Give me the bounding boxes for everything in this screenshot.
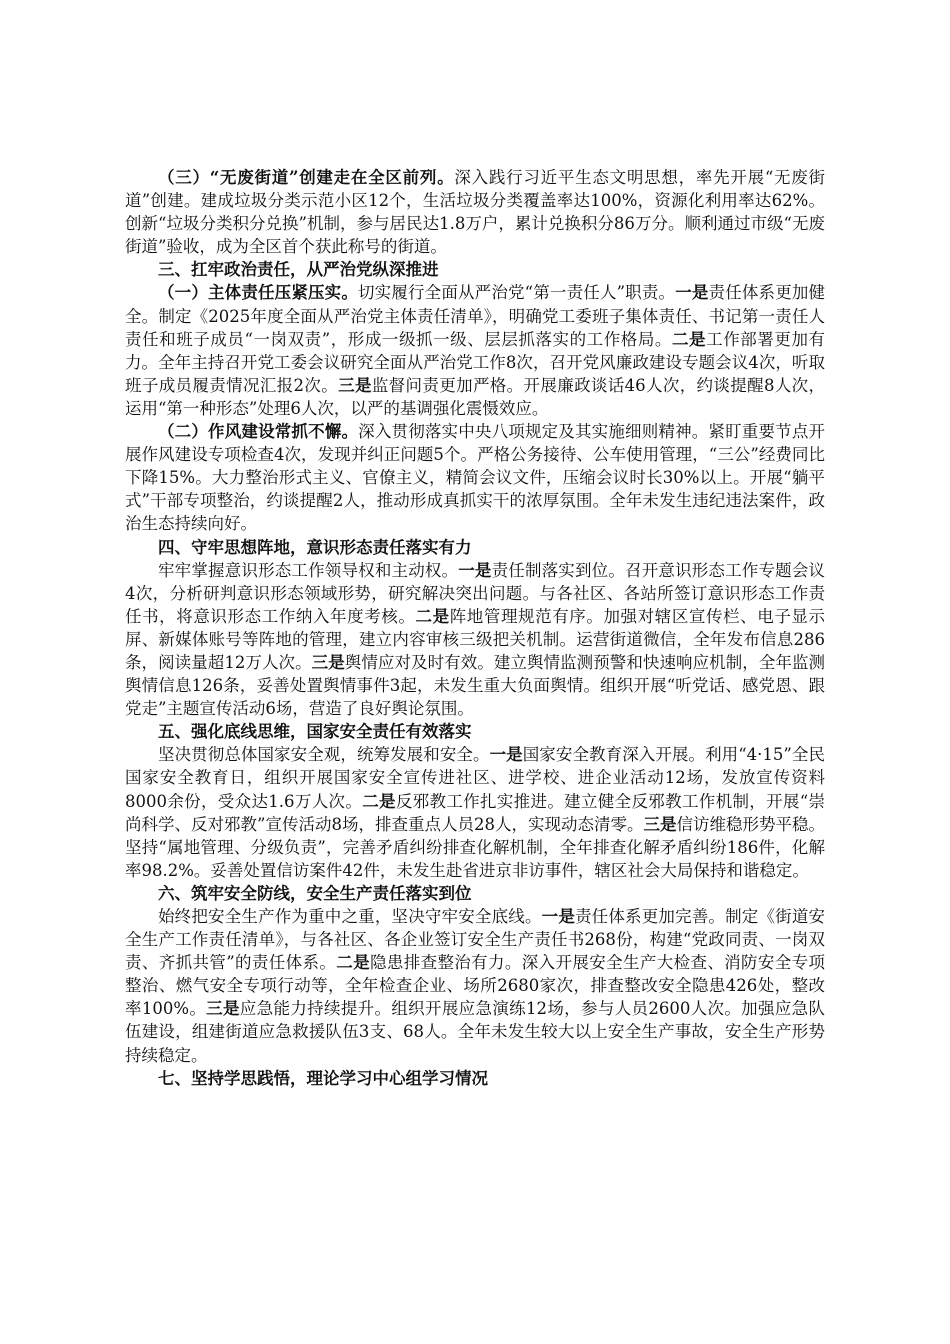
point-two-marker: 二是 (415, 606, 450, 626)
paragraph-text: 隐患排查整治有力。深入开展安全生产大检查、消防安全专项整治、燃气安全专项行动等，全年检查企业、场所2680家次，排查整改安全隐患426处，整改率100%。 (125, 953, 826, 1019)
paragraph-bold-lead: （一）主体责任压紧压实。 (158, 283, 358, 303)
point-two-marker: 二是 (671, 329, 707, 349)
paragraph-text: 始终把安全生产作为重中之重，坚决守牢安全底线。 (158, 907, 542, 926)
paragraph-text: 反邪教工作扎实推进。建立健全反邪教工作机制，开展“崇尚科学、反对邪教”宣传活动8场，排查重点人员28人，实现动态清零。 (125, 791, 826, 834)
section-heading-3: 三、扛牢政治责任，从严治党纵深推进 (158, 260, 439, 280)
paragraph-text: 牢牢掌握意识形态工作领导权和主动权。 (158, 560, 459, 580)
paragraph-text: 责任制落实到位。召开意识形态工作专题会议4次，分析研判意识形态领域形势，研究解决突出问题。与各社区、各站所签订意识形态工作责任书，将意识形态工作纳入年度考核。 (125, 560, 826, 626)
paragraph-guojia-anquan (125, 743, 825, 882)
paragraph-bold-lead: （三）“无废街道”创建走在全区前列。 (158, 168, 455, 187)
paragraph-text: 应急能力持续提升。组织开展应急演练12场，参与人员2600人次。加强应急队伍建设，组建街道应急救援队伍3支、68人。全年未发生较大以上安全生产事故，安全生产形势持续稳定。 (125, 999, 825, 1065)
paragraph-wufei-jiedao (125, 166, 825, 258)
point-three-marker: 三是 (206, 999, 240, 1019)
section-heading-7: 七、坚持学思践悟，理论学习中心组学习情况 (158, 1068, 488, 1088)
paragraph-zuofeng-jianshe (125, 420, 825, 535)
paragraph-text: 舆情应对及时有效。建立舆情监测预警和快速响应机制，全年监测舆情信息126条，妥善处置舆情事件3起，未发生重大负面舆情。组织开展“听党话、感党恩、跟党走”主题宣传活动6场，营造了良好舆论氛围。 (125, 652, 826, 719)
paragraph-anquan-shengchan (125, 905, 825, 1067)
paragraph-yishi-xingtai (125, 559, 825, 721)
paragraph-text: 深入践行习近平生态文明思想，率先开展“无废街道”创建。建成垃圾分类示范小区12个，生活垃圾分类覆盖率达100%，资源化利用率达62%。创新“垃圾分类积分兑换”机制，参与居民达1.8万户，累计兑换积分86万分。顺利通过市级“无废街道”验收，成为全区首个获此称号的街道。 (125, 168, 825, 257)
paragraph-zhuti-zeren (125, 281, 825, 420)
section-heading-5: 五、强化底线思维，国家安全责任有效落实 (158, 722, 472, 742)
paragraph-text: 信访维稳形势平稳。坚持“属地管理、分级负责”，完善矛盾纠纷排查化解机制，全年排查化解矛盾纠纷186件，化解率98.2%。妥善处置信访案件42件，未发生赴省进京非访事件，辖区社会大局保持和谐稳定。 (125, 814, 826, 880)
point-three-marker: 三是 (643, 814, 677, 834)
point-one-marker: 一是 (489, 745, 523, 765)
paragraph-text: 阵地管理规范有序。加强对辖区宣传栏、电子显示屏、新媒体账号等阵地的管理，建立内容审核三级把关机制。运营街道微信，全年发布信息286条，阅读量超12万人次。 (125, 606, 826, 672)
point-one-marker: 一是 (458, 560, 492, 580)
paragraph-bold-lead: （二）作风建设常抓不懈。 (158, 422, 359, 442)
document-body (125, 166, 825, 1090)
point-one-marker: 一是 (541, 907, 575, 926)
point-one-marker: 一是 (675, 283, 709, 303)
paragraph-text: 监督问责更加严格。开展廉政谈话46人次，约谈提醒8人次，运用“第一种形态”处理6人次，以严的基调强化震慑效应。 (125, 375, 826, 418)
point-two-marker: 二是 (336, 953, 370, 973)
section-heading-4: 四、守牢思想阵地，意识形态责任落实有力 (158, 537, 472, 557)
point-three-marker: 三是 (338, 375, 372, 395)
paragraph-text: 责任体系更加完善。制定《街道安全生产工作责任清单》，与各社区、各企业签订安全生产责任书268份，构建“党政同责、一岗双责、齐抓共管”的责任体系。 (125, 907, 826, 973)
paragraph-text: 责任体系更加健全。制定《2025年度全面从严治党主体责任清单》，明确党工委班子集体责任、书记第一责任人责任和班子成员“一岗双责”，形成一级抓一级、层层抓落实的工作格局。 (125, 283, 826, 349)
paragraph-text: 切实履行全面从严治党“第一责任人”职责。 (358, 283, 676, 303)
paragraph-text: 工作部署更加有力。全年主持召开党工委会议研究全面从严治党工作8次，召开党风廉政建设专题会议4次，听取班子成员履责情况汇报2次。 (125, 329, 826, 395)
point-two-marker: 二是 (362, 791, 396, 811)
paragraph-text: 坚决贯彻总体国家安全观，统筹发展和安全。 (158, 745, 490, 765)
paragraph-text: 深入贯彻落实中央八项规定及其实施细则精神。紧盯重要节点开展作风建设专项检查4次，发现并纠正问题5个。严格公务接待、公车使用管理，“三公”经费同比下降15%。大力整治形式主义、官僚主义，精简会议文件，压缩会议时长30%以上。开展“躺平式”干部专项整治，约谈提醒2人，推动形成真抓实干的浓厚氛围。全年未发生违纪违法案件，政治生态持续向好。 (125, 422, 826, 534)
point-three-marker: 三是 (311, 652, 345, 672)
paragraph-text: 国家安全教育深入开展。利用“4·15”全民国家安全教育日，组织开展国家安全宣传进社区、进学校、进企业活动12场，发放宣传资料8000余份，受众达1.6万人次。 (125, 745, 825, 811)
section-heading-6: 六、筑牢安全防线，安全生产责任落实到位 (158, 883, 472, 903)
